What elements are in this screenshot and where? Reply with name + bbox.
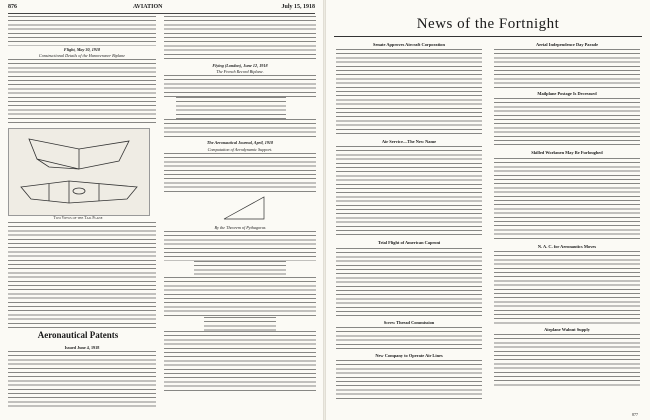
triangle-diagram: [164, 193, 316, 223]
walnut-heading: Airplane Walnut Supply: [544, 326, 590, 332]
hanover-heading: Constructional Details of the Hanoveraner Biplane: [38, 53, 126, 59]
patents-list: [8, 344, 156, 414]
computation-heading: Computation of Aerodynamic Support.: [207, 146, 273, 152]
flight-may-heading: Flight, May 30, 1918: [63, 47, 101, 52]
news-title: News of the Fortnight: [416, 16, 560, 32]
right-page-number: 877: [632, 412, 638, 417]
air-service-heading: Air Service—The New Name: [381, 139, 437, 145]
news-col-1: [336, 40, 482, 410]
title-rule: [334, 36, 642, 37]
news-col-2: [494, 40, 640, 410]
screw-thread-heading: Screw Thread Commission: [383, 319, 435, 325]
patents-date: Issued June 4, 1918: [64, 345, 100, 350]
left-col-bottom: [8, 222, 156, 328]
left-page-number: 876: [8, 4, 17, 10]
left-col-right: [164, 16, 316, 416]
air-lines-heading: New Company to Operate Air Lines: [375, 352, 443, 358]
right-page: [326, 0, 650, 420]
caproni-heading: Trial Flight of American Caproni: [377, 240, 441, 246]
tail-plane-drawing: [9, 129, 149, 215]
left-page: [0, 0, 323, 420]
patents-title: Aeronautical Patents: [37, 330, 119, 340]
senate-heading: Senate Approves Aircraft Corporation: [373, 42, 445, 47]
tail-plane-figure: [8, 128, 150, 216]
workmen-heading: Skilled Workmen May Be Furloughed: [531, 150, 603, 156]
figure-caption: Two Views of the Tail Plane: [53, 216, 103, 220]
flying-london-heading: Flying (London), June 12, 1918: [212, 63, 268, 68]
postage-heading: Mailplane Postage Is Decreased: [537, 91, 597, 97]
aero-journal-heading: The Aeronautical Journal, April, 1918: [206, 140, 274, 146]
pythagoras-line: By the Theorem of Pythagoras: [214, 225, 266, 231]
left-col-top: [8, 16, 156, 126]
nac-heading: N. A. C. for Aeronautics Moves: [537, 243, 597, 249]
left-running-head: [8, 4, 315, 14]
left-date: July 15, 1918: [281, 4, 315, 10]
parade-heading: Aerial Independence Day Parade: [535, 42, 599, 47]
french-record-heading: The French Record Biplane.: [216, 69, 264, 75]
left-running-title: AVIATION: [133, 4, 163, 10]
